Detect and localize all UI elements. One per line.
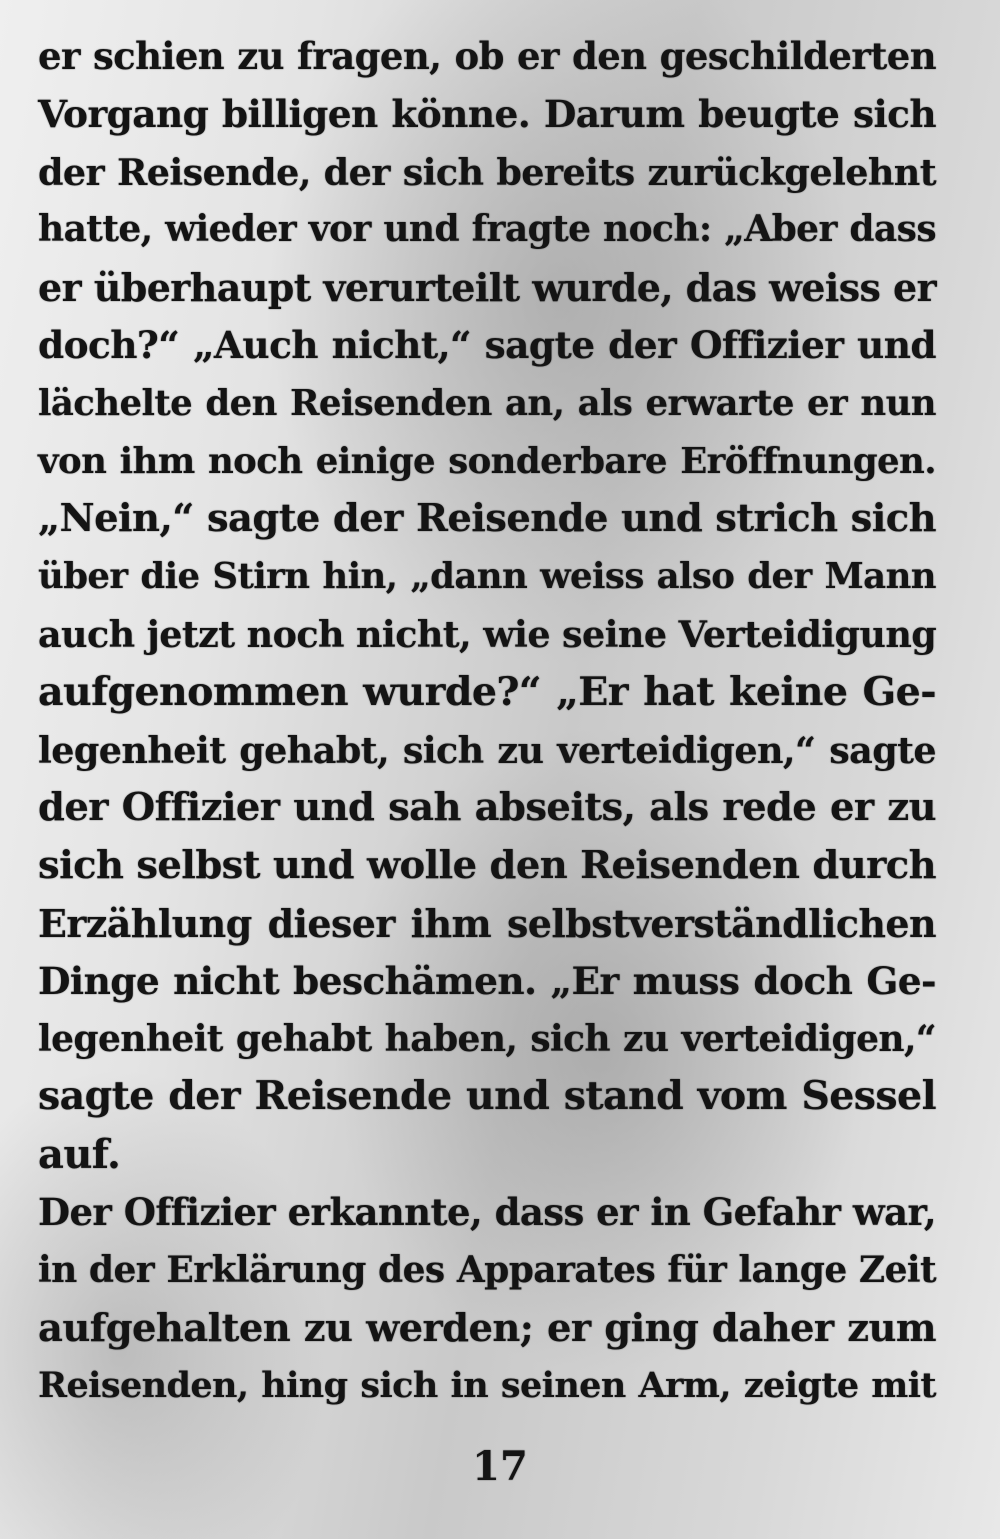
text-line: er schien zu fragen, ob er den geschilderten — [38, 34, 936, 78]
text-line: Vorgang billigen könne. Darum beugte sich — [38, 91, 936, 136]
text-line: legenheit gehabt, sich zu verteidigen,“ sagte — [38, 728, 936, 772]
page-number: 17 — [472, 1443, 528, 1490]
text-line: der Reisende, der sich bereits zurückgelehnt — [38, 150, 936, 194]
text-line: doch?“ „Auch nicht,“ sagte der Offizier und — [38, 322, 936, 367]
body-text — [38, 28, 936, 1415]
text-line: von ihm noch einige sonderbare Eröffnungen. — [38, 440, 936, 482]
text-line: auf. — [38, 1131, 121, 1179]
text-line: sich selbst und wolle den Reisenden durch — [38, 843, 936, 889]
text-line: Reisenden, hing sich in seinen Arm, zeigte mit — [38, 1365, 936, 1407]
text-line: legenheit gehabt haben, sich zu verteidigen,“ — [38, 1017, 936, 1060]
text-line: hatte, wieder vor und fragte noch: „Aber dass — [38, 208, 936, 251]
text-line: in der Erklärung des Apparates für lange Zeit — [38, 1248, 936, 1291]
text-line: Dinge nicht beschämen. „Er muss doch Ge- — [38, 958, 936, 1003]
text-line: er überhaupt verurteilt wurde, das weiss er — [38, 265, 936, 311]
text-line: lächelte den Reisenden an, als erwarte er nun — [38, 382, 936, 424]
text-line: „Nein,“ sagte der Reisende und strich sich — [38, 496, 936, 542]
text-line: Der Offizier erkannte, dass er in Gefahr war, — [38, 1189, 936, 1234]
text-line: auch jetzt noch nicht, wie seine Verteidigung — [38, 612, 937, 656]
text-line: Erzählung dieser ihm selbstverständlichen — [38, 900, 936, 946]
text-line: der Offizier und sah abseits, als rede er zu — [38, 785, 936, 831]
text-line: über die Stirn hin, „dann weiss also der Mann — [38, 556, 936, 598]
text-line: sagte der Reisende und stand vom Sessel — [38, 1073, 936, 1120]
text-line: aufgenommen wurde?“ „Er hat keine Ge- — [38, 668, 936, 715]
text-line: aufgehalten zu werden; er ging daher zum — [38, 1305, 936, 1351]
